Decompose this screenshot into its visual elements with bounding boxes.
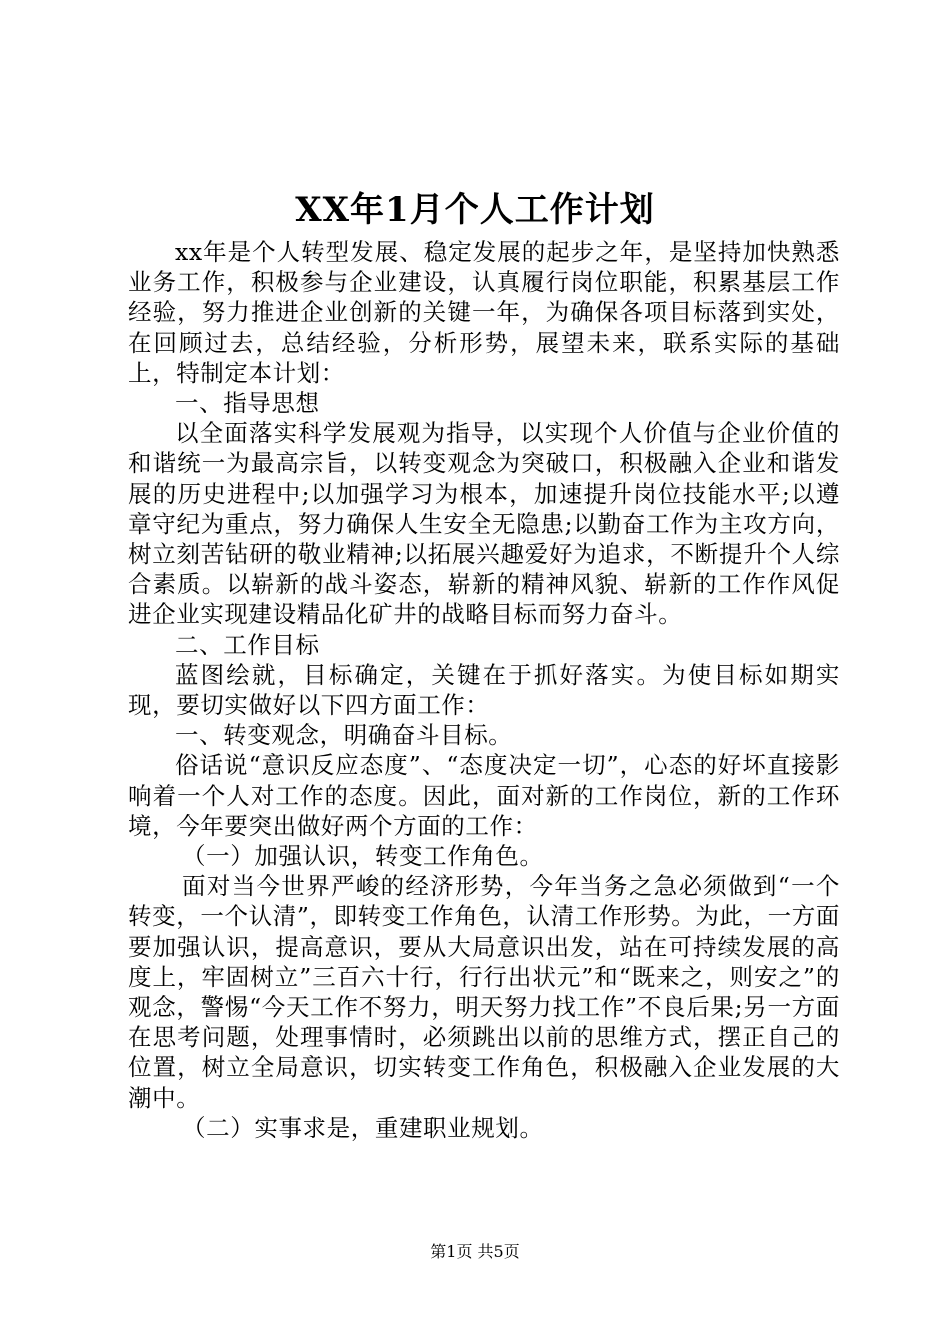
section-heading-work-goals: 二、工作目标 bbox=[175, 630, 320, 659]
strengthen-awareness-paragraph: 面对当今世界严峻的经济形势，今年当务之急必须做到“一个转变，一个认清”，即转变工作角色，认清工作形势。为此，一方面要加强认识，提高意识，要从大局意识出发，站在可持续发展的高度上，牢固树立”三百六十行，行行出状元”和“既来之，则安之”的观念，警惕“今天工作不努力，明天努力找工作”不良后果;另一方面在思考问题，处理事情时，必须跳出以前的思维方式，摆正自己的位置，树立全局意识，切实转变工作角色，积极融入企业发展的大潮中。 bbox=[128, 872, 840, 1112]
item-heading-strengthen-awareness: （一）加强认识，转变工作角色。 bbox=[182, 842, 544, 871]
attitude-paragraph: 俗话说“意识反应态度”、“态度决定一切”，心态的好坏直接影响着一个人对工作的态度。因此，面对新的工作岗位，新的工作环境，今年要突出做好两个方面的工作： bbox=[128, 751, 840, 840]
document-body bbox=[128, 237, 840, 1143]
section-heading-guiding-thought: 一、指导思想 bbox=[175, 389, 320, 418]
page-footer: 第1页 共5页 bbox=[430, 1242, 520, 1261]
page-title: XX年1月个人工作计划 bbox=[295, 190, 655, 230]
guiding-thought-paragraph: 以全面落实科学发展观为指导，以实现个人价值与企业价值的和谐统一为最高宗旨，以转变观念为突破口，积极融入企业和谐发展的历史进程中;以加强学习为根本，加速提升岗位技能水平;以遵章守纪为重点，努力确保人生安全无隐患;以勤奋工作为主攻方向，树立刻苦钻研的敬业精神;以拓展兴趣爱好为追求，不断提升个人综合素质。以崭新的战斗姿态，崭新的精神风貌、崭新的工作作风促进企业实现建设精品化矿井的战略目标而努力奋斗。 bbox=[128, 419, 840, 629]
work-goals-paragraph: 蓝图绘就，目标确定，关键在于抓好落实。为使目标如期实现，要切实做好以下四方面工作： bbox=[128, 660, 840, 720]
intro-paragraph: xx年是个人转型发展、稳定发展的起步之年，是坚持加快熟悉业务工作，积极参与企业建设，认真履行岗位职能，积累基层工作经验，努力推进企业创新的关键一年，为确保各项目标落到实处，在回顾过去，总结经验，分析形势，展望未来，联系实际的基础上，特制定本计划： bbox=[128, 238, 840, 387]
subsection-heading-change-concepts: 一、转变观念，明确奋斗目标。 bbox=[175, 721, 513, 750]
item-heading-career-planning: （二）实事求是，重建职业规划。 bbox=[182, 1113, 544, 1142]
